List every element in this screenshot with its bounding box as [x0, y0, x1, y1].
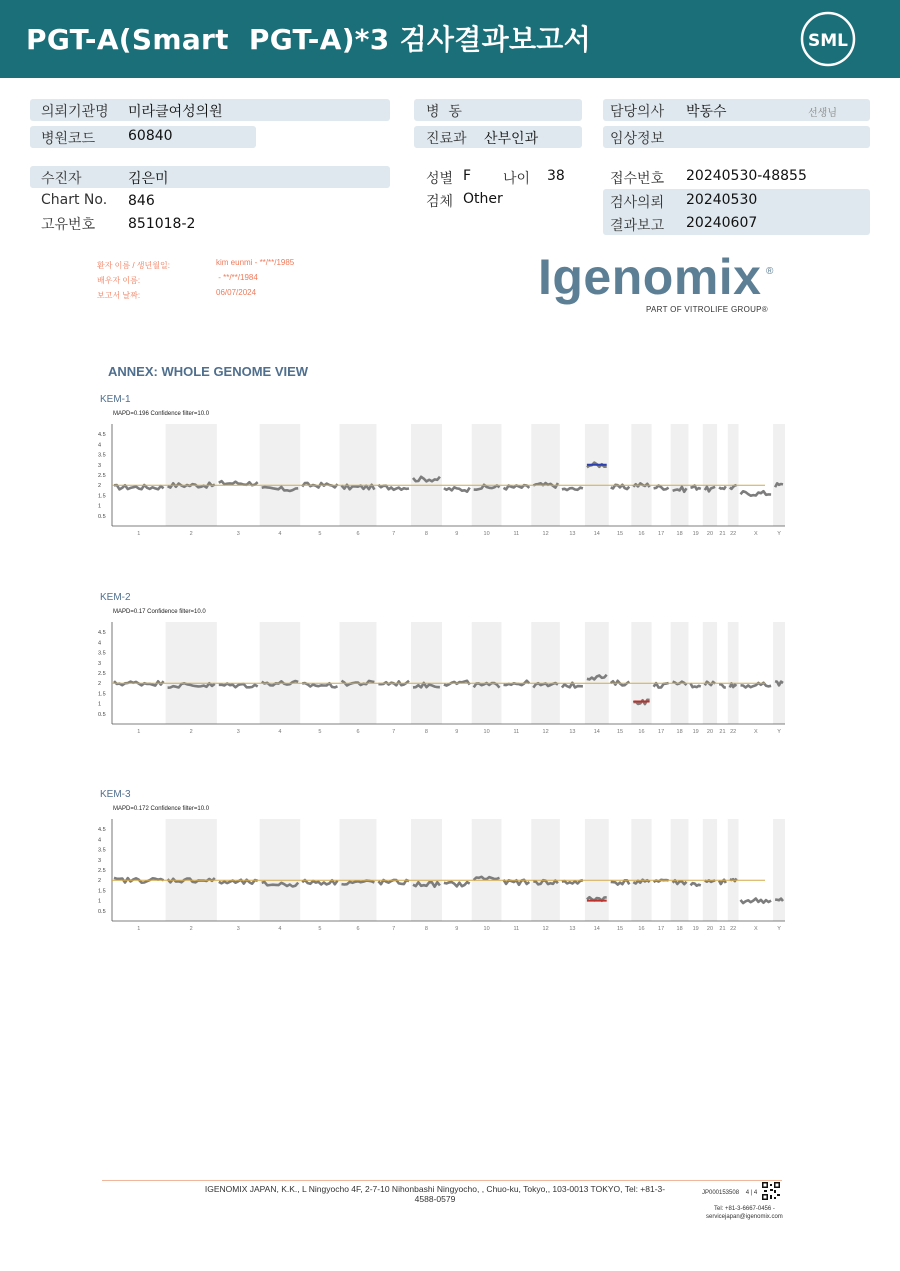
y-tick-label: 3.5 — [98, 650, 106, 657]
patient-bar — [30, 166, 390, 188]
chart-title: KEM-1 — [100, 394, 131, 405]
x-tick-label: 18 — [676, 926, 683, 932]
ward-label: 병 동 — [426, 104, 462, 120]
clinical-label: 임상정보 — [610, 131, 665, 147]
x-tick-label: 14 — [593, 729, 600, 735]
x-tick-label: 9 — [455, 729, 459, 735]
y-tick-label: 2.5 — [98, 671, 106, 677]
hospital-code-value: 60840 — [128, 128, 173, 144]
chromosome-band — [472, 622, 502, 724]
x-tick-label: X — [753, 926, 758, 932]
copy-number-trace — [691, 683, 701, 687]
y-tick-label: 4 — [98, 837, 102, 844]
chart-title: KEM-3 — [100, 789, 131, 800]
y-tick-label: 3 — [98, 857, 102, 864]
footer-email: servicejapan@igenomix.com — [706, 1214, 783, 1220]
age-value: 38 — [547, 168, 565, 184]
chromosome-band — [166, 424, 217, 526]
genome-chart-svg-kem-3 — [95, 785, 795, 945]
chromosome-band — [531, 424, 560, 526]
y-tick-label: 1 — [98, 701, 102, 708]
x-tick-label: 13 — [569, 926, 576, 932]
x-tick-label: 7 — [392, 729, 396, 735]
chromosome-band — [585, 819, 609, 921]
x-tick-label: 16 — [638, 729, 645, 735]
x-tick-label: 6 — [356, 926, 360, 932]
x-tick-label: 4 — [278, 926, 282, 932]
y-tick-label: 0.5 — [98, 711, 106, 718]
x-tick-label: 20 — [706, 729, 714, 735]
y-tick-label: 3.5 — [98, 452, 106, 459]
chromosome-band — [260, 622, 300, 724]
y-tick-label: 0.5 — [98, 908, 106, 915]
copy-number-trace — [219, 481, 258, 485]
report-label: 결과보고 — [610, 218, 665, 234]
x-tick-label: 20 — [706, 531, 714, 537]
x-tick-label: 1 — [137, 729, 141, 735]
x-tick-label: 3 — [236, 729, 240, 735]
chromosome-band — [472, 424, 502, 526]
x-tick-label: 6 — [356, 531, 360, 537]
chromosome-band — [703, 622, 717, 724]
department-value: 산부인과 — [484, 131, 539, 147]
x-tick-label: 10 — [483, 926, 490, 932]
y-tick-label: 4 — [98, 442, 102, 449]
chart-no-value: 846 — [128, 193, 155, 209]
chromosome-band — [166, 622, 217, 724]
y-tick-label: 4.5 — [98, 630, 106, 637]
chromosome-band — [531, 622, 560, 724]
x-tick-label: 1 — [137, 531, 141, 537]
x-tick-label: 16 — [638, 926, 645, 932]
chromosome-band — [585, 622, 609, 724]
x-tick-label: 13 — [569, 531, 576, 537]
report-value: 20240607 — [686, 215, 758, 231]
x-tick-label: Y — [777, 531, 781, 537]
y-tick-label: 1 — [98, 898, 102, 905]
patient-name-value: kim eunmi - **/**/1985 — [216, 258, 295, 267]
genome-chart-svg-kem-1 — [95, 390, 795, 550]
unique-id-value: 851018-2 — [128, 216, 196, 232]
footer-address: IGENOMIX JAPAN, K.K., L Ningyocho 4F, 2-7-10 Nihonbashi Ningyocho, , Chuo-ku, Tokyo,, 103-0013 TOKYO, Tel: +81-3-4588-0579 — [204, 1184, 666, 1204]
y-tick-label: 1.5 — [98, 691, 106, 698]
copy-number-trace — [504, 485, 530, 489]
igenomix-registered-mark: ® — [766, 266, 774, 277]
chromosome-band — [166, 819, 217, 921]
chromosome-band — [773, 819, 785, 921]
copy-number-trace — [444, 487, 470, 491]
x-tick-label: 19 — [692, 729, 699, 735]
x-tick-label: 2 — [189, 926, 193, 932]
unique-id-label: 고유번호 — [41, 217, 96, 233]
genome-chart-svg-kem-2 — [95, 588, 795, 748]
chart-subtitle: MAPD=0.196 Confidence filter=10.0 — [113, 411, 210, 417]
sex-label: 성별 — [426, 171, 454, 187]
x-tick-label: 17 — [658, 531, 665, 537]
y-tick-label: 1.5 — [98, 888, 106, 895]
report-header — [0, 0, 900, 78]
y-tick-label: 3 — [98, 660, 102, 667]
institution-value: 미라클여성의원 — [128, 104, 223, 120]
chart-title: KEM-2 — [100, 592, 131, 603]
chromosome-band — [773, 424, 785, 526]
x-tick-label: X — [753, 531, 758, 537]
y-tick-label: 3 — [98, 462, 102, 469]
x-tick-label: 16 — [638, 531, 645, 537]
x-tick-label: 17 — [658, 926, 665, 932]
x-tick-label: 7 — [392, 926, 396, 932]
y-tick-label: 1.5 — [98, 493, 106, 500]
genome-chart-kem-3 — [95, 785, 795, 945]
footer-divider — [102, 1180, 782, 1181]
x-tick-label: 22 — [730, 926, 737, 932]
chromosome-band — [411, 424, 442, 526]
y-tick-label: 2 — [98, 878, 102, 885]
chromosome-band — [411, 819, 442, 921]
chart-subtitle: MAPD=0.17 Confidence filter=10.0 — [113, 609, 206, 615]
x-tick-label: 3 — [236, 926, 240, 932]
copy-number-trace — [562, 488, 583, 491]
x-tick-label: 13 — [569, 729, 576, 735]
y-tick-label: 2.5 — [98, 473, 106, 479]
chart-subtitle: MAPD=0.172 Confidence filter=10.0 — [113, 806, 210, 812]
chromosome-band — [260, 424, 300, 526]
x-tick-label: 20 — [706, 926, 714, 932]
x-tick-label: Y — [777, 729, 781, 735]
x-tick-label: 12 — [542, 729, 549, 735]
receipt-label: 접수번호 — [610, 171, 665, 187]
x-tick-label: 15 — [616, 729, 624, 735]
x-tick-label: 2 — [189, 531, 193, 537]
x-tick-label: 21 — [719, 531, 726, 537]
x-tick-label: 18 — [676, 729, 683, 735]
report-date-label: 보고서 날짜: — [97, 291, 141, 300]
sex-value: F — [463, 168, 472, 184]
chromosome-band — [631, 622, 651, 724]
doctor-suffix: 선생님 — [808, 108, 837, 119]
igenomix-tagline: PART OF VITROLIFE GROUP® — [646, 305, 769, 314]
x-tick-label: 8 — [424, 531, 428, 537]
x-tick-label: 19 — [692, 531, 699, 537]
copy-number-trace — [611, 880, 630, 884]
x-tick-label: 17 — [658, 729, 665, 735]
y-tick-label: 2 — [98, 483, 102, 490]
chromosome-band — [340, 622, 377, 724]
copy-number-trace — [719, 684, 726, 688]
x-tick-label: 10 — [483, 729, 490, 735]
x-tick-label: 4 — [278, 729, 282, 735]
report-title: PGT-A(Smart PGT-A)*3 검사결과보고서 — [26, 23, 592, 56]
partner-label: 배우자 이름: — [97, 276, 141, 285]
footer-tel: Tel: +81-3-6667-0456 - — [714, 1206, 775, 1212]
department-label: 진료과 — [426, 131, 467, 147]
receipt-value: 20240530-48855 — [686, 168, 807, 184]
x-tick-label: 21 — [719, 729, 726, 735]
genome-chart-kem-2 — [95, 588, 795, 748]
genome-chart-kem-1 — [95, 390, 795, 550]
x-tick-label: 8 — [424, 729, 428, 735]
chromosome-band — [671, 819, 689, 921]
y-tick-label: 0.5 — [98, 513, 106, 520]
y-tick-label: 1 — [98, 503, 102, 510]
chart-no-label: Chart No. — [41, 192, 108, 208]
chromosome-band — [472, 819, 502, 921]
x-tick-label: 11 — [513, 926, 520, 932]
chromosome-band — [773, 622, 785, 724]
chromosome-band — [728, 819, 739, 921]
x-tick-label: 10 — [483, 531, 490, 537]
age-label: 나이 — [503, 171, 531, 187]
x-tick-label: 11 — [513, 729, 520, 735]
patient-label: 수진자 — [41, 171, 82, 187]
x-tick-label: 22 — [730, 729, 737, 735]
x-tick-label: Y — [777, 926, 781, 932]
x-tick-label: 14 — [593, 531, 600, 537]
x-tick-label: 12 — [542, 531, 549, 537]
chromosome-band — [671, 424, 689, 526]
x-tick-label: 7 — [392, 531, 396, 537]
x-tick-label: 8 — [424, 926, 428, 932]
copy-number-trace — [444, 882, 470, 886]
copy-number-trace — [691, 486, 701, 490]
footer-doc-id: JP000153508 4 | 4 — [702, 1190, 758, 1196]
copy-number-trace — [741, 491, 772, 496]
x-tick-label: 15 — [616, 531, 624, 537]
sml-logo — [800, 11, 856, 67]
patient-name-label: 환자 이름 / 생년월일: — [97, 261, 170, 270]
chromosome-band — [703, 819, 717, 921]
specimen-value: Other — [463, 191, 503, 207]
x-tick-label: 15 — [616, 926, 624, 932]
x-tick-label: 12 — [542, 926, 549, 932]
x-tick-label: 19 — [692, 926, 699, 932]
x-tick-label: 4 — [278, 531, 282, 537]
igenomix-logo: Igenomix — [538, 249, 762, 305]
sml-logo-text: SML — [808, 31, 848, 51]
doctor-value: 박동수 — [686, 104, 727, 120]
chromosome-band — [531, 819, 560, 921]
y-tick-label: 3.5 — [98, 847, 106, 854]
x-tick-label: 5 — [318, 729, 322, 735]
copy-number-trace — [775, 899, 783, 902]
patient-value: 김은미 — [128, 171, 169, 187]
y-tick-label: 2.5 — [98, 868, 106, 874]
copy-number-trace — [654, 486, 669, 490]
chromosome-band — [631, 819, 651, 921]
chromosome-band — [411, 622, 442, 724]
x-tick-label: 1 — [137, 926, 141, 932]
qr-code-icon — [762, 1182, 780, 1200]
chromosome-band — [671, 622, 689, 724]
partner-value: - **/**/1984 — [216, 273, 258, 282]
chromosome-band — [703, 424, 717, 526]
x-tick-label: 14 — [593, 926, 600, 932]
y-tick-label: 4.5 — [98, 827, 106, 834]
x-tick-label: 18 — [676, 531, 683, 537]
chromosome-band — [340, 819, 377, 921]
x-tick-label: 22 — [730, 531, 737, 537]
x-tick-label: 3 — [236, 531, 240, 537]
chromosome-band — [340, 424, 377, 526]
copy-number-trace — [691, 883, 701, 886]
x-tick-label: 9 — [455, 926, 459, 932]
chromosome-band — [260, 819, 300, 921]
y-tick-label: 4 — [98, 640, 102, 647]
specimen-label: 검체 — [426, 194, 454, 210]
annex-title: ANNEX: WHOLE GENOME VIEW — [108, 364, 309, 379]
x-tick-label: 6 — [356, 729, 360, 735]
x-tick-label: 2 — [189, 729, 193, 735]
report-date-value: 06/07/2024 — [216, 288, 257, 297]
chromosome-band — [728, 424, 739, 526]
x-tick-label: 11 — [513, 531, 520, 537]
chromosome-band — [728, 622, 739, 724]
copy-number-trace — [719, 486, 726, 489]
chromosome-band — [631, 424, 651, 526]
x-tick-label: 21 — [719, 926, 726, 932]
y-tick-label: 4.5 — [98, 432, 106, 439]
x-tick-label: X — [753, 729, 758, 735]
hospital-code-label: 병원코드 — [41, 131, 96, 147]
copy-number-trace — [219, 683, 258, 687]
x-tick-label: 5 — [318, 926, 322, 932]
copy-number-trace — [741, 899, 772, 904]
institution-label: 의뢰기관명 — [41, 104, 109, 120]
copy-number-trace — [302, 683, 337, 687]
x-tick-label: 9 — [455, 531, 459, 537]
x-tick-label: 5 — [318, 531, 322, 537]
request-label: 검사의뢰 — [610, 195, 665, 211]
y-tick-label: 2 — [98, 681, 102, 688]
chromosome-band — [585, 424, 609, 526]
request-value: 20240530 — [686, 192, 758, 208]
doctor-label: 담당의사 — [610, 104, 665, 120]
